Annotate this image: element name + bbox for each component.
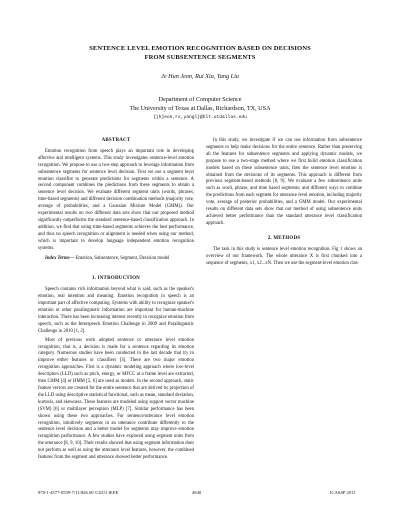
methods-paragraph-1: The task in this study is sentence level emotion recognition. Fig 1 shows an overview of our framework. The whole utterance X is first chunked into a sequence of segments, x1, x2...xN. Then we use the segment-level emotion clas-	[206, 246, 362, 266]
methods-heading: 2. METHODS	[267, 235, 301, 241]
left-column	[38, 138, 194, 464]
introduction-paragraph-3: In this study, we investigate if we can use information from subsentence segments to help make decisions for the entire sentence. Rather than preserving all the features for subsentence segments and applying dynamic models, we propose to use a two-stage method where we first build emotion classification models based on these subsentence units, then the sentence level emotion is obtained from the decisions of its segments. This approach is different from previous segment-based methods [8, 9]. We evaluate a few subsentence units such as word, phrase, and time based segments; and different ways to combine the predictions from each segment for utterance level emotion, including majority vote, average of posterior probabilities, and a GMM model. Our experimental results on different data sets show that our method of using subsentence units achieved better performance than the standard utterance level classification approach.	[206, 138, 362, 226]
affiliation-department: Department of Computer Science	[158, 96, 242, 103]
index-terms	[38, 256, 194, 263]
footer-copyright: 978-1-4577-0539-7/11/$26.00 ©2011 IEEE	[38, 490, 119, 495]
introduction-paragraph-1: Speech contains rich information beyond what is said, such as the speaker's emotion, real intention and meaning. Emotion recognition in speech is an important part of affective computing. Systems with ability to recognize speaker's emotion or other paralinguistic information are important for human-machine interaction. There has been increasing interest recently to recognize emotion from speech, such as the Interspeech Emotion Challenge in 2009 and Paralinguistic Challenge in 2010 [1, 2].	[38, 287, 194, 334]
index-terms-label: Index Terms—	[45, 255, 75, 261]
footer-page-number: 4940	[192, 490, 202, 495]
abstract-text: Emotion recognition from speech plays an important role in developing affective and intelligent systems. This study investigates sentence-level emotion recognition. We propose to use a two-step approach to leverage information from subsentence segments for sentence level decision. First we use a segment level emotion classifier to generate predictions for segments within a sentence. A second component combines the predictions from these segments to obtain a sentence level decision. We evaluate different segment units (words, phrases, time-based segments) and different decision combination methods (majority vote, average of probabilities, and a Gaussian Mixture Model (GMM)). Our experimental results on two different data sets show that our proposed method significantly outperforms the standard sentence-based classification approach. In addition, we find that using time-based segments achieves the best performance, and thus no speech recognition or alignment is needed when using our method, which is important to develop language independent emotion recognition systems.	[38, 148, 194, 251]
title-line-2: FROM SUBSENTENCE SEGMENTS	[144, 54, 256, 61]
title-line-1: SENTENCE LEVEL EMOTION RECOGNITION BASED ON DECISIONS	[89, 45, 311, 52]
author-list: Je Hun Jeon, Rui Xia, Yang Liu	[161, 73, 239, 80]
index-terms-text: Emotion, Subsentence, Segment, Decision model	[75, 255, 170, 261]
introduction-heading: 1. INTRODUCTION	[91, 276, 140, 282]
footer-venue: ICASSP 2011	[330, 490, 356, 495]
abstract-heading: ABSTRACT	[101, 138, 131, 143]
author-email: {jhjeon,rx,yangl}@hlt.utdallas.edu	[153, 115, 247, 120]
introduction-paragraph-2: Most of previous work adopted sentence or utterance level emotion recognition, that is, a decision is made for a sentence regarding its emotion category. Numerous studies have been conducted in the last decade that try to improve either features or classifiers [3]. There are two major emotion recognition approaches. First is a dynamic modeling approach where low-level descriptors (LLD) such as pitch, energy, or MFCC at a frame level are extracted, then GMM [4] or HMM [5, 6] are used as models. In the second approach, static feature vectors are created for the entire sentence that are derived by projection of the LLD using descriptive statistical functional, such as mean, standard deviation, kurtosis, and skewness. These features are modeled using support vector machine (SVM) [6] or multilayer perception (MLP) [7]. Similar performance has been shown using these two approaches. For sentence/utterance level emotion recognition, intuitively segments in an utterance contribute differently to the sentence level decision and a better model for segments may improve emotion recognition performance. A few studies have explored using segment units from the utterance [8, 9, 10]. Their results showed that using segment information does not perform as well as using the utterance level features, however, the combined features from the segment and utterance showed better performance.	[38, 337, 194, 461]
paper-title	[40, 44, 360, 62]
right-column	[206, 138, 362, 269]
affiliation-university: The University of Texas at Dallas, Richardson, TX, USA	[129, 105, 271, 112]
